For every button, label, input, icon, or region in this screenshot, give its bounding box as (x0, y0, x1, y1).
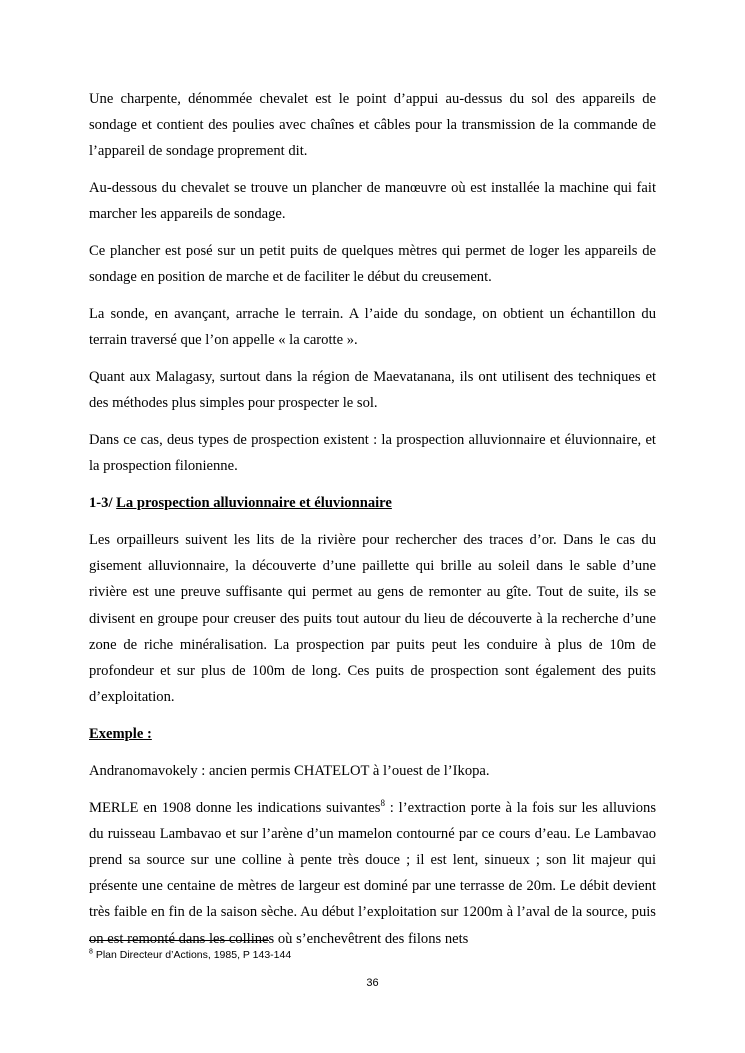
example-heading (89, 721, 656, 747)
paragraph-orpailleurs: Les orpailleurs suivent les lits de la rivière pour rechercher des traces d’or. Dans le cas du gisement alluvionnaire, la découverte d’une paillette qui brille au soleil dans le sable d’une rivière est une preuve suffisante qui permet au gens de remonter au gîte. Tout de suite, ils se divisent en groupe pour creuser des puits tout autour du lieu de découverte à la recherche d’une zone de riche minéralisation. La prospection par puits peut les conduire à plus de 10m de profondeur et sur plus de 100m de long. Ces puits de prospection sont également des puits d’exploitation. (89, 532, 656, 706)
paragraph-plancher: Au-dessous du chevalet se trouve un plancher de manœuvre où est installée la machine qui fait marcher les appareils de sondage. (89, 180, 656, 223)
paragraph-andranomavokely: Andranomavokely : ancien permis CHATELOT à l’ouest de l’Ikopa. (89, 762, 490, 779)
page-number: 36 (366, 977, 379, 989)
page-body (89, 86, 656, 962)
paragraph-sonde: La sonde, en avançant, arrache le terrain. A l’aide du sondage, on obtient un échantillon du terrain traversé que l’on appelle « la carotte ». (89, 306, 656, 349)
paragraph-types-prospection: Dans ce cas, deus types de prospection existent : la prospection alluvionnaire et éluvionnaire, et la prospection filonienne. (89, 432, 656, 475)
paragraph-chevalet: Une charpente, dénommée chevalet est le point d’appui au-dessus du sol des appareils de sondage et contient des poulies avec chaînes et câbles pour la transmission de la commande de l’appareil de sondage proprement dit. (89, 91, 656, 160)
section-number: 1-3/ (89, 495, 113, 512)
merle-text-before: MERLE en 1908 donne les indications suivantes (89, 799, 381, 816)
footnote-marker: 8 (89, 948, 93, 956)
paragraph-merle (89, 795, 656, 952)
merle-text-after: : l’extraction porte à la fois sur les alluvions du ruisseau Lambavao et sur l’arène d’un mamelon contourné par ce cours d’eau. Le Lambavao prend sa source sur une colline à pente très douce ; il est lent, sinueux ; son lit majeur qui présente une centaine de mètres de largeur est dominé par une terrasse de 20m. Le débit devient très faible en fin de la saison sèche. Au début l’exploitation sur 1200m à l’aval de la source, puis on est remonté dans les collines où s’enchevêtrent des filons nets (89, 799, 656, 947)
section-heading (89, 490, 656, 516)
footnote-separator (89, 940, 269, 941)
footnote-reference[interactable]: 8 (380, 797, 385, 808)
footnote (89, 948, 291, 962)
paragraph-malagasy: Quant aux Malagasy, surtout dans la région de Maevatanana, ils ont utilisent des techniques et des méthodes plus simples pour prospecter le sol. (89, 369, 656, 412)
footnote-text: Plan Directeur d’Actions, 1985, P 143-144 (95, 949, 292, 961)
section-title: La prospection alluvionnaire et éluvionnaire (116, 495, 392, 512)
paragraph-puits: Ce plancher est posé sur un petit puits de quelques mètres qui permet de loger les appareils de sondage en position de marche et de faciliter le début du creusement. (89, 243, 656, 286)
example-label: Exemple : (89, 726, 152, 743)
